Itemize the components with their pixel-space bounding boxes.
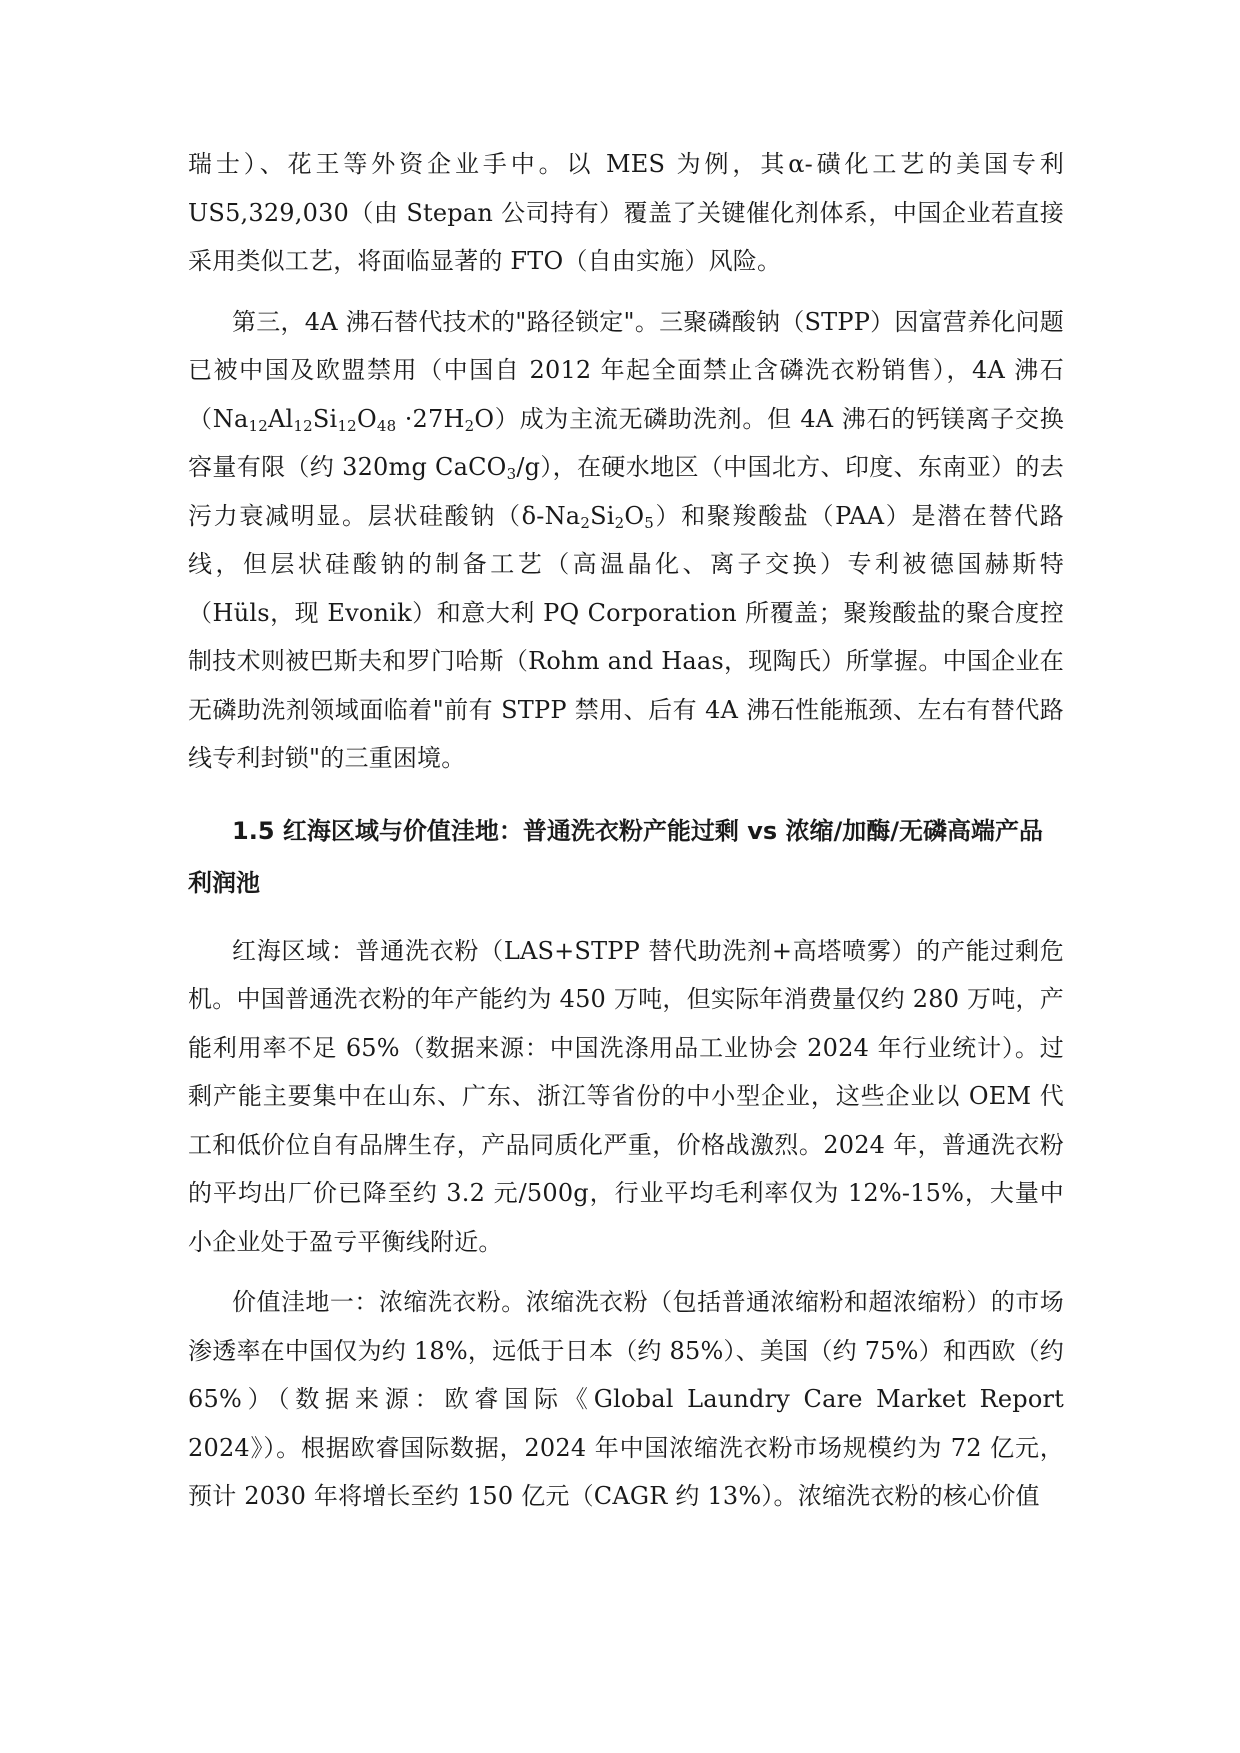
section-heading-1-5: 1.5 红海区域与价值洼地：普通洗衣粉产能过剩 vs 浓缩/加酶/无磷高端产品利润池 [188,816,1044,897]
paragraph-zeolite-lock-in: 第三，4A 沸石替代技术的"路径锁定"。三聚磷酸钠（STPP）因富营养化问题已被中国及欧盟禁用（中国自 2012 年起全面禁止含磷洗衣粉销售），4A 沸石$(Na_{12}Al_{12}Si_{12}O_{48} \cdot 27H_2O)$成为主流无磷助洗剂。但 4A 沸石的钙镁离子交换容量有限（约 320mg CaCO$_3$/g），在硬水地区（中国北方、印度、东南亚）的去污力衰减明显。层状硅酸钠$(\delta-Na_2Si_2O_5)$和聚羧酸盐（PAA）是潜在替代路线，但层状硅酸钠的制备工艺（高温晶化、离子交换）专利被德国赫斯特（Hüls，现 Evonik）和意大利 PQ Corporation 所覆盖；聚羧酸盐的聚合度控制技术则被巴斯夫和罗门哈斯（Rohm and Haas，现陶氏）所掌握。中国企业在无磷助洗剂领域面临着"前有 STPP 禁用、后有 4A 沸石性能瓶颈、左右有替代路线专利封锁"的三重困境。 [188,307,1065,772]
paragraph-value-niche-concentrated: 价值洼地一：浓缩洗衣粉。浓缩洗衣粉（包括普通浓缩粉和超浓缩粉）的市场渗透率在中国仅为约 18%，远低于日本（约 85%）、美国（约 75%）和西欧（约 65%）（数据来源：欧睿国际《Global Laundry Care Market Report 2024》）。根据欧睿国际数据，2024 年中国浓缩洗衣粉市场规模约为 72 亿元，预计 2030 年将增长至约 150 亿元（CAGR 约 13%）。浓缩洗衣粉的核心价值 [188,1288,1064,1510]
paragraph-patent-risk: 瑞士）、花王等外资企业手中。以 MES 为例，其α-磺化工艺的美国专利 US5,329,030（由 Stepan 公司持有）覆盖了关键催化剂体系，中国企业若直接采用类似工艺，将面临显著的 FTO（自由实施）风险。 [188,150,1064,275]
document-page [188,140,1064,1533]
paragraph-red-ocean: 红海区域：普通洗衣粉（LAS+STPP 替代助洗剂+高塔喷雾）的产能过剩危机。中国普通洗衣粉的年产能约为 450 万吨，但实际年消费量仅约 280 万吨，产能利用率不足 65%（数据来源：中国洗涤用品工业协会 2024 年行业统计）。过剩产能主要集中在山东、广东、浙江等省份的中小型企业，这些企业以 OEM 代工和低价位自有品牌生存，产品同质化严重，价格战激烈。2024 年，普通洗衣粉的平均出厂价已降至约 3.2 元/500g，行业平均毛利率仅为 12%-15%，大量中小企业处于盈亏平衡线附近。 [188,936,1064,1256]
